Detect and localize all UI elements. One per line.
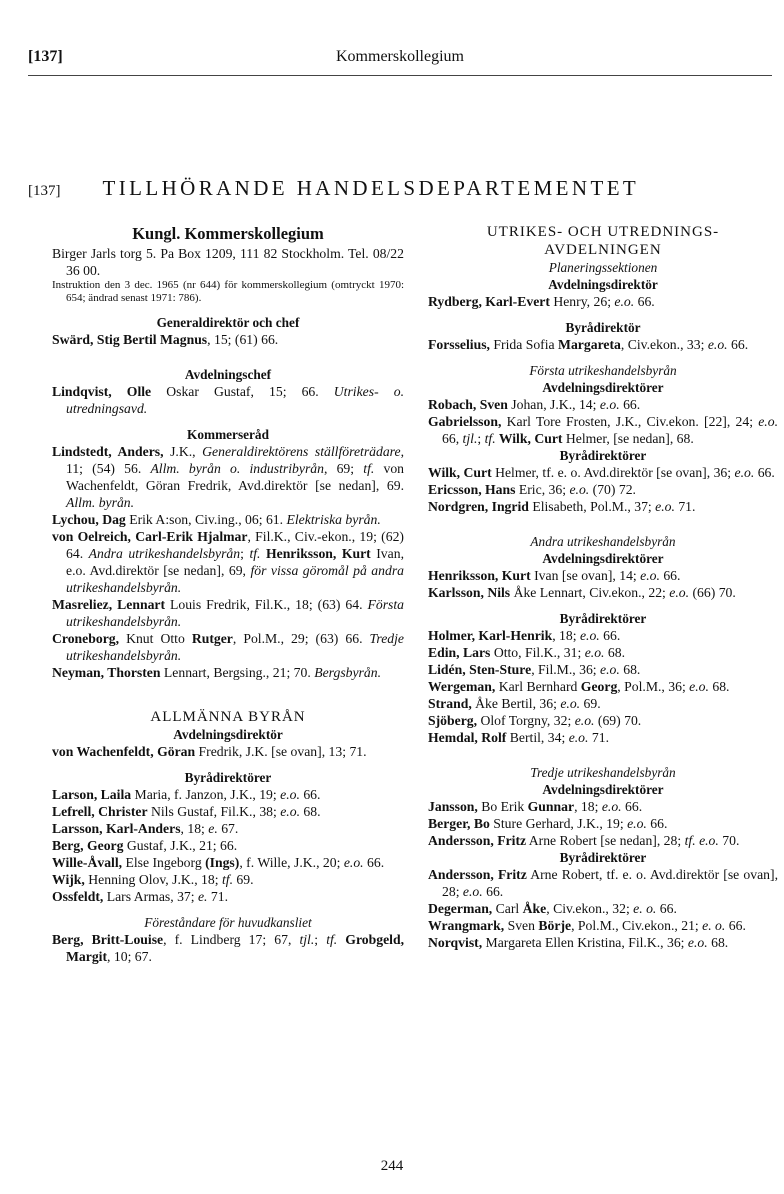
entry: Wilk, Curt Helmer, tf. e. o. Avd.direktör [se ovan], 36; e.o. 66. (428, 465, 775, 480)
entry: Wrangmark, Sven Börje, Pol.M., Civ.ekon., 21; e. o. 66. (428, 918, 746, 933)
section-heading: Byrådirektörer (559, 611, 647, 626)
entry: Neyman, Thorsten Lennart, Bergsing., 21; 70. Bergsbyrån. (52, 665, 381, 680)
entry: Lychou, Dag Erik A:son, Civ.ing., 06; 61. Elektriska byrån. (52, 512, 381, 527)
entry: Wergeman, Karl Bernhard Georg, Pol.M., 36; e.o. 68. (428, 679, 730, 694)
section-heading: Generaldirektör och chef (156, 315, 300, 330)
entry: Ossfeldt, Lars Armas, 37; e. 71. (52, 889, 229, 904)
entry: Strand, Åke Bertil, 36; e.o. 69. (428, 696, 601, 711)
bureau-title: Första utrikeshandelsbyrån (529, 363, 677, 378)
entry: von Wachenfeldt, Göran Fredrik, J.K. [se ovan], 13; 71. (52, 744, 367, 759)
entry: Sjöberg, Olof Torgny, 32; e.o. (69) 70. (428, 713, 642, 728)
left-column (52, 223, 404, 965)
page-number: 244 (380, 1158, 404, 1174)
section-heading: Avdelningsdirektör (173, 727, 283, 742)
agency-instruction: Instruktion den 3 dec. 1965 (nr 644) för kommerskollegium (omtryckt 1970: 654; ändrad senast 1971: 786). (52, 279, 404, 304)
section-heading: Byrådirektörer (559, 850, 647, 865)
entry: Berg, Britt-Louise, f. Lindberg 17; 67, tjl.; tf. Grobgeld, Margit, 10; 67. (52, 932, 404, 964)
entry: Nordgren, Ingrid Elisabeth, Pol.M., 37; e.o. 71. (428, 499, 696, 514)
entry: Wijk, Henning Olov, J.K., 18; tf. 69. (52, 872, 254, 887)
entry: Forsselius, Frida Sofia Margareta, Civ.ekon., 33; e.o. 66. (428, 337, 749, 352)
entry: Lefrell, Christer Nils Gustaf, Fil.K., 38; e.o. 68. (52, 804, 321, 819)
section-heading: Byrådirektörer (559, 448, 647, 463)
entry: Larson, Laila Maria, f. Janzon, J.K., 19; e.o. 66. (52, 787, 321, 802)
entry: Lidén, Sten-Sture, Fil.M., 36; e.o. 68. (428, 662, 641, 677)
entry: Berg, Georg Gustaf, J.K., 21; 66. (52, 838, 238, 853)
entry: Larsson, Karl-Anders, 18; e. 67. (52, 821, 239, 836)
section-heading: Avdelningsdirektörer (542, 380, 664, 395)
entry: Masreliez, Lennart Louis Fredrik, Fil.K., 18; (63) 64. Första utrikeshandelsbyrån. (52, 597, 404, 629)
running-head-page-ref: [137] (28, 48, 63, 65)
division-title-line2: AVDELNINGEN (544, 242, 662, 258)
running-head-title: Kommerskollegium (336, 48, 464, 65)
entry: von Oelreich, Carl-Erik Hjalmar, Fil.K., Civ.-ekon., 19; (62) 64. Andra utrikeshandelsbyrån; tf. Henriksson, Kurt Ivan, e.o. Avd.direktör [se nedan], 69, för vissa göromål på andra utrikeshandelsbyrån. (52, 529, 404, 595)
entry: Wille-Åvall, Else Ingeborg (Ings), f. Wille, J.K., 20; e.o. 66. (52, 855, 385, 870)
section-heading: Byrådirektör (565, 320, 641, 335)
entry: Andersson, Fritz Arne Robert [se nedan], 28; tf. e.o. 70. (428, 833, 740, 848)
entry: Robach, Sven Johan, J.K., 14; e.o. 66. (428, 397, 641, 412)
header-rule (28, 75, 772, 76)
section-heading: Avdelningschef (184, 367, 272, 382)
entry: Hemdal, Rolf Bertil, 34; e.o. 71. (428, 730, 609, 745)
section-heading: Avdelningsdirektörer (542, 551, 664, 566)
entry: Henriksson, Kurt Ivan [se ovan], 14; e.o. 66. (428, 568, 681, 583)
entry: Norqvist, Margareta Ellen Kristina, Fil.K., 36; e.o. 68. (428, 935, 729, 950)
section-heading: Byrådirektörer (184, 770, 272, 785)
agency-title: Kungl. Kommerskollegium (132, 224, 324, 243)
agency-address: Birger Jarls torg 5. Pa Box 1209, 111 82 Stockholm. Tel. 08/22 36 00. (52, 246, 404, 278)
section-heading: Avdelningsdirektör (548, 277, 658, 292)
entry: Lindstedt, Anders, J.K., Generaldirektörens ställföreträdare, 11; (54) 56. Allm. byrån o. industribyrån, 69; tf. von Wachenfeldt, Göran Fredrik, Avd.direktör [se nedan], 69. Allm. byrån. (52, 444, 405, 510)
running-head (28, 48, 772, 74)
entry: Edin, Lars Otto, Fil.K., 31; e.o. 68. (428, 645, 625, 660)
bureau-title: ALLMÄNNA BYRÅN (150, 709, 306, 725)
entry: Croneborg, Knut Otto Rutger, Pol.M., 29; (63) 66. Tredje utrikeshandelsbyrån. (52, 631, 404, 663)
section-heading: Avdelningsdirektörer (542, 782, 664, 797)
department-number: [137] (28, 183, 61, 199)
entry: Karlsson, Nils Åke Lennart, Civ.ekon., 22; e.o. (66) 70. (428, 585, 736, 600)
entry: Holmer, Karl-Henrik, 18; e.o. 66. (428, 628, 621, 643)
section-heading: Föreståndare för huvudkansliet (144, 915, 312, 930)
entry: Gabrielsson, Karl Tore Frosten, J.K., Civ.ekon. [22], 24; e.o. 66, tjl.; tf. Wilk, Curt Helmer, [se nedan], 68. (428, 414, 778, 446)
right-column (428, 223, 778, 951)
entry: Andersson, Fritz Arne Robert, tf. e. o. Avd.direktör [se ovan], 28; e.o. 66. (428, 867, 778, 899)
division-title: UTRIKES- OCH UTREDNINGS- (486, 224, 720, 240)
entry: Lindqvist, Olle Oskar Gustaf, 15; 66. Utrikes- o. utredningsavd. (52, 384, 404, 416)
entry: Berger, Bo Sture Gerhard, J.K., 19; e.o. 66. (428, 816, 668, 831)
department-title: TILLHÖRANDE HANDELSDEPARTEMENTET (102, 176, 640, 200)
entry: Degerman, Carl Åke, Civ.ekon., 32; e. o. 66. (428, 901, 677, 916)
entry: Rydberg, Karl-Evert Henry, 26; e.o. 66. (428, 294, 655, 309)
entry: Ericsson, Hans Eric, 36; e.o. (70) 72. (428, 482, 636, 497)
entry: Swärd, Stig Bertil Magnus, 15; (61) 66. (52, 332, 279, 347)
section-subtitle: Planeringssektionen (548, 260, 658, 275)
department-heading (28, 176, 639, 201)
entry: Jansson, Bo Erik Gunnar, 18; e.o. 66. (428, 799, 643, 814)
bureau-title: Tredje utrikeshandelsbyrån (530, 765, 676, 780)
bureau-title: Andra utrikeshandelsbyrån (530, 534, 676, 549)
section-heading: Kommerseråd (187, 427, 269, 442)
